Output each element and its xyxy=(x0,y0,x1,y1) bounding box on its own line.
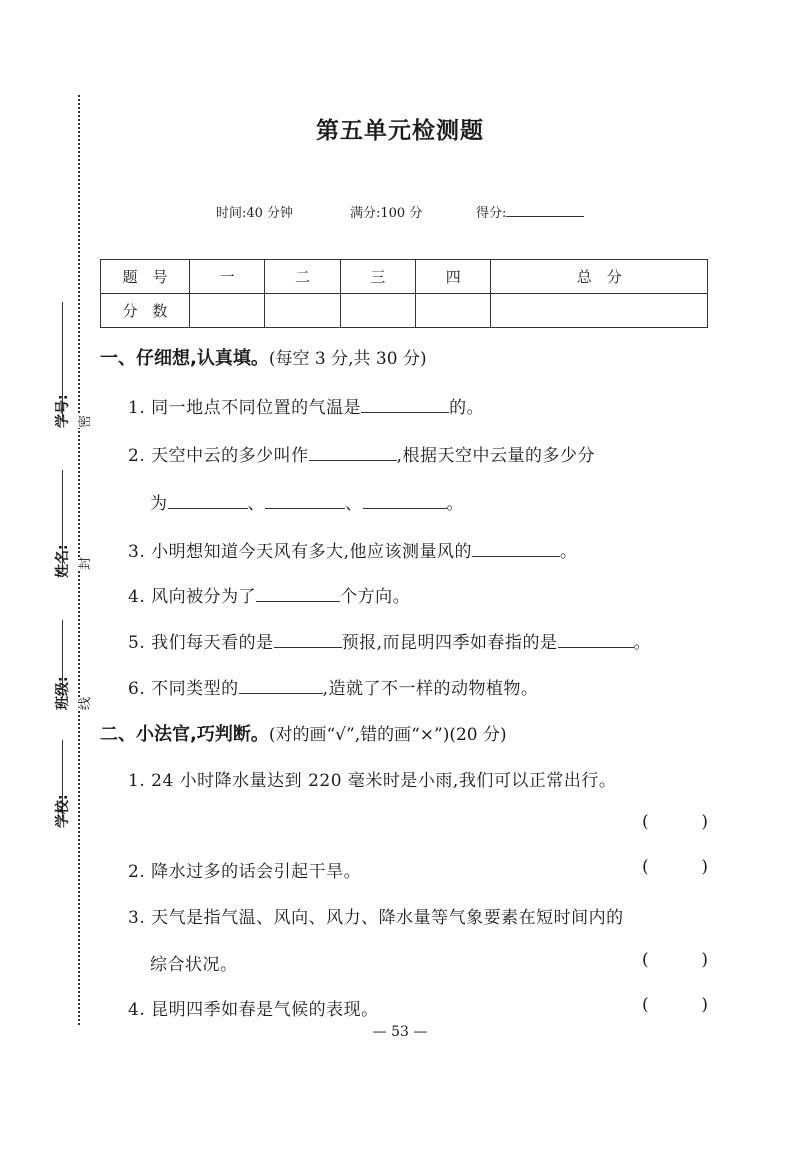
time-limit: 时间:40 分钟 xyxy=(216,206,294,221)
school-label: 学校: xyxy=(55,794,71,828)
s2-question-3: 3. 天气是指气温、风向、风力、降水量等气象要素在短时间内的 xyxy=(128,908,624,928)
section1-note: (每空 3 分,共 30 分) xyxy=(268,349,427,369)
s1-q4-blank[interactable] xyxy=(256,585,340,602)
s2-q4-paren-open: ( xyxy=(642,995,649,1015)
s2-q2-paren-close: ) xyxy=(701,857,708,877)
page-title: 第五单元检测题 xyxy=(316,118,484,144)
header-part-1: 一 xyxy=(190,260,265,294)
s1-q2-blank-3[interactable] xyxy=(265,492,345,509)
student-id-label: 学号: xyxy=(55,394,71,428)
seal-mark-mi: 密 xyxy=(72,415,95,428)
header-part-4: 四 xyxy=(416,260,491,294)
s2-q1-paren-close: ) xyxy=(701,812,708,832)
score-table-header-row xyxy=(101,260,708,294)
section1-title: 一、仔细想,认真填。 xyxy=(100,348,269,369)
section1-heading xyxy=(100,344,427,370)
s1-q5-blank-2[interactable] xyxy=(558,631,634,648)
s1-q2-text-b: ,根据天空中云量的多少分 xyxy=(396,446,596,466)
seal-mark-xian: 线 xyxy=(72,697,95,710)
s1-q5-blank-1[interactable] xyxy=(274,631,342,648)
section2-title: 二、小法官,巧判断。 xyxy=(100,724,269,745)
score-field xyxy=(476,202,584,221)
section2-heading xyxy=(100,720,507,746)
s1-q2-end: 。 xyxy=(446,494,464,514)
s1-q3-text-b: 。 xyxy=(560,542,578,562)
score-cell-1[interactable] xyxy=(190,294,265,328)
s1-question-2-cont xyxy=(150,489,464,514)
s1-q2-text-c: 为 xyxy=(150,494,168,514)
s1-q2-sep-2: 、 xyxy=(345,494,363,514)
s2-question-2: 2. 降水过多的话会引起干旱。 xyxy=(128,862,362,882)
row-label-score: 分 数 xyxy=(101,294,190,328)
s2-q1-answer-box[interactable] xyxy=(642,812,708,832)
s1-q5-text-b: 预报,而昆明四季如春指的是 xyxy=(341,633,558,653)
score-cell-2[interactable] xyxy=(265,294,340,328)
s2-q2-answer-box[interactable] xyxy=(642,857,708,877)
s2-q2-paren-open: ( xyxy=(642,857,649,877)
s1-q3-blank[interactable] xyxy=(472,540,560,557)
s2-q4-answer-box[interactable] xyxy=(642,995,708,1015)
s1-q3-text-a: 3. 小明想知道今天风有多大,他应该测量风的 xyxy=(128,542,473,562)
header-total: 总 分 xyxy=(491,260,708,294)
s1-question-4 xyxy=(128,582,410,607)
s2-q3-paren-close: ) xyxy=(701,950,708,970)
s1-q2-blank-2[interactable] xyxy=(168,492,248,509)
s1-q5-text-a: 5. 我们每天看的是 xyxy=(128,633,274,653)
s1-q4-text-b: 个方向。 xyxy=(340,587,411,607)
s1-q6-blank[interactable] xyxy=(239,677,323,694)
name-label: 姓名: xyxy=(55,544,71,578)
s1-q2-sep-1: 、 xyxy=(247,494,265,514)
section2-note: (对的画“√”,错的画“×”)(20 分) xyxy=(268,725,507,745)
page-number: — 53 — xyxy=(372,1024,428,1040)
score-table xyxy=(100,259,708,328)
s2-q1-paren-open: ( xyxy=(642,812,649,832)
score-table-score-row xyxy=(101,294,708,328)
s1-q1-blank[interactable] xyxy=(361,396,449,413)
s1-question-3 xyxy=(128,537,578,562)
score-label: 得分: xyxy=(476,206,507,221)
s2-question-4: 4. 昆明四季如春是气候的表现。 xyxy=(128,1000,379,1020)
score-cell-4[interactable] xyxy=(416,294,491,328)
s1-q1-text-b: 的。 xyxy=(449,398,485,418)
s2-q3-paren-open: ( xyxy=(642,950,649,970)
s1-q2-text-a: 2. 天空中云的多少叫作 xyxy=(128,446,309,466)
s1-question-1 xyxy=(128,393,484,418)
s1-q1-text-a: 1. 同一地点不同位置的气温是 xyxy=(128,398,362,418)
s1-q6-text-b: ,造就了不一样的动物植物。 xyxy=(322,679,539,699)
s1-q4-text-a: 4. 风向被分为了 xyxy=(128,587,257,607)
header-part-2: 二 xyxy=(265,260,340,294)
s1-question-5 xyxy=(128,628,651,653)
s1-question-6 xyxy=(128,674,539,699)
seal-mark-feng: 封 xyxy=(72,557,95,570)
score-blank[interactable] xyxy=(506,216,584,217)
score-cell-3[interactable] xyxy=(340,294,415,328)
header-part-3: 三 xyxy=(340,260,415,294)
score-cell-total[interactable] xyxy=(491,294,708,328)
s2-question-1: 1. 24 小时降水量达到 220 毫米时是小雨,我们可以正常出行。 xyxy=(128,771,617,791)
class-label: 班级: xyxy=(55,676,71,710)
s1-question-2 xyxy=(128,441,595,466)
s2-question-3-cont: 综合状况。 xyxy=(150,955,238,975)
s2-q4-paren-close: ) xyxy=(701,995,708,1015)
header-question-no: 题 号 xyxy=(101,260,190,294)
s1-q5-text-c: 。 xyxy=(633,633,652,653)
s2-q3-answer-box[interactable] xyxy=(642,950,708,970)
s1-q6-text-a: 6. 不同类型的 xyxy=(128,679,239,699)
s1-q2-blank-1[interactable] xyxy=(309,444,397,461)
full-score: 满分:100 分 xyxy=(350,206,423,221)
s1-q2-blank-4[interactable] xyxy=(363,492,447,509)
